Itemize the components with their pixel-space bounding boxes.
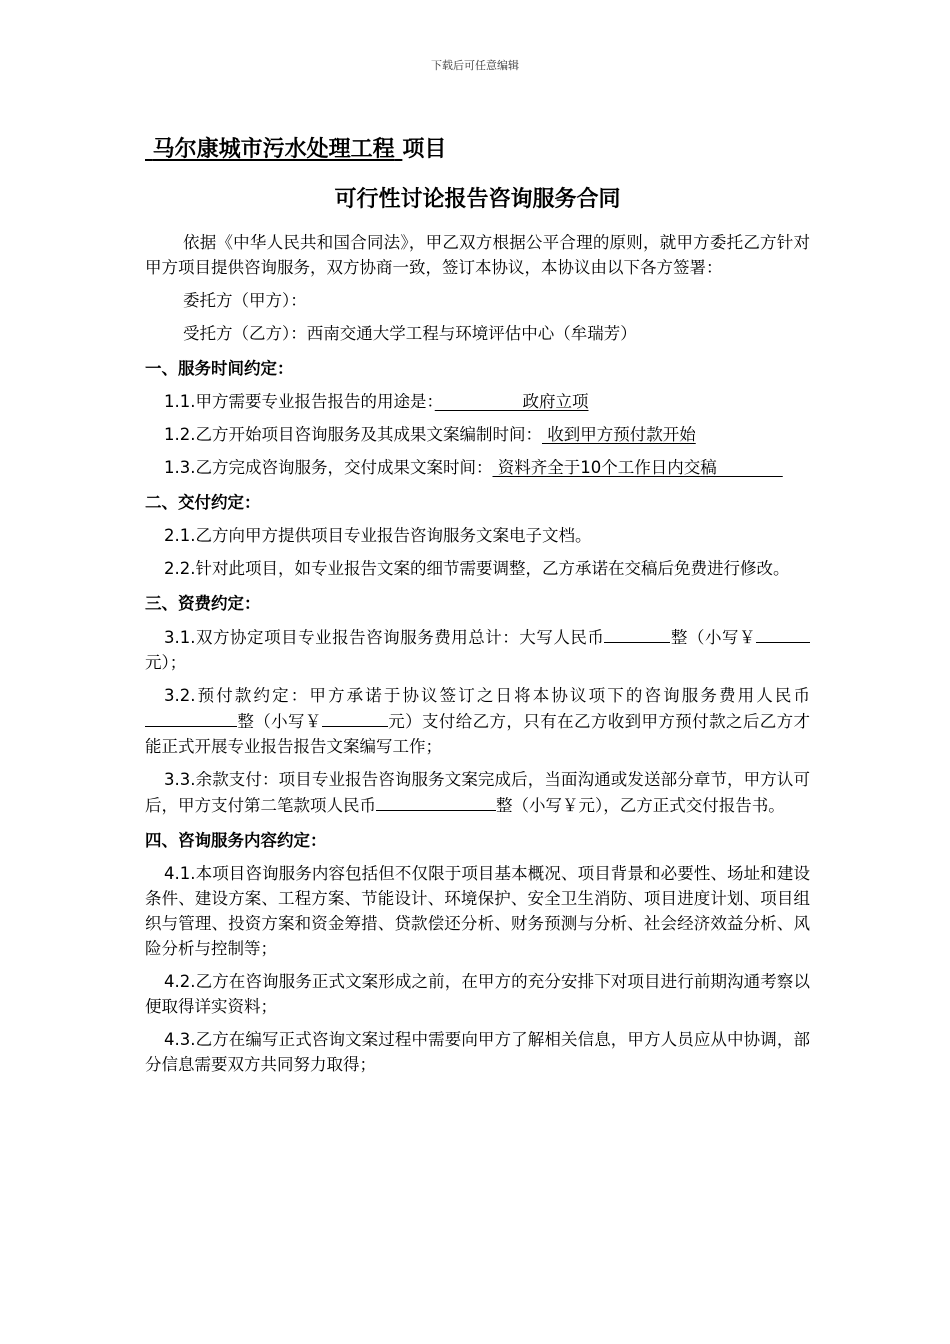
clause-4-3: 4.3.乙方在编写正式咨询文案过程中需要向甲方了解相关信息，甲方人员应从中协调，部分信息需要双方共同努力取得； <box>145 1030 810 1074</box>
clause-3-1: 3.1.双方协定项目专业报告咨询服务费用总计：大写人民币 整（小写￥元）； <box>145 624 810 675</box>
clause-2-1: 2.1.乙方向甲方提供项目专业报告咨询服务文案电子文档。 <box>164 526 592 545</box>
blank-field[interactable] <box>604 624 670 643</box>
clause-1-2: 1.2.乙方开始项目咨询服务及其成果文案编制时间： 收到甲方预付款开始 <box>164 425 696 444</box>
clause-1-3: 1.3.乙方完成咨询服务，交付成果文案时间： 资料齐全于10个工作日内交稿 <box>164 458 783 477</box>
clause-4-1: 4.1.本项目咨询服务内容包括但不仅限于项目基本概况、项目背景和必要性、场址和建设条件、建设方案、工程方案、节能设计、环境保护、安全卫生消防、项目进度计划、项目组织与管理、投资方案和资金筹措、贷款偿还分析、财务预测与分析、社会经济效益分析、风险分析与控制等； <box>145 864 810 958</box>
blank-field[interactable] <box>145 708 237 727</box>
clause-1-3-value: 资料齐全于10个工作日内交稿 <box>492 458 783 477</box>
clause-2-2: 2.2.针对此项目，如专业报告文案的细节需要调整，乙方承诺在交稿后免费进行修改。 <box>164 559 790 578</box>
header-note: 下载后可任意编辑 <box>431 59 519 72</box>
party-a-line: 委托方（甲方）： <box>183 291 307 310</box>
clause-1-2-value: 收到甲方预付款开始 <box>542 425 696 444</box>
project-title <box>145 132 810 168</box>
blank-field[interactable] <box>322 708 388 727</box>
project-name: 马尔康城市污水处理工程 <box>152 137 395 162</box>
contract-title: 可行性讨论报告咨询服务合同 <box>334 187 621 212</box>
clause-1-1-value: 政府立项 <box>434 392 589 411</box>
blank-field[interactable] <box>756 624 810 643</box>
clause-3-3: 3.3.余款支付：项目专业报告咨询服务文案完成后，当面沟通或发送部分章节，甲方认可后，甲方支付第二笔款项人民币 整（小写￥元），乙方正式交付报告书。 <box>145 770 810 815</box>
section-1-heading: 一、服务时间约定： <box>145 359 294 378</box>
section-2-heading: 二、交付约定： <box>145 493 261 512</box>
blank-field[interactable] <box>376 792 496 811</box>
clause-1-1: 1.1.甲方需要专业报告报告的用途是： 政府立项 <box>164 392 589 411</box>
section-4-heading: 四、咨询服务内容约定： <box>145 831 327 850</box>
project-suffix: 项目 <box>402 137 447 162</box>
clause-4-2: 4.2.乙方在咨询服务正式文案形成之前，在甲方的充分安排下对项目进行前期沟通考察以便取得详实资料； <box>145 972 810 1016</box>
intro-paragraph: 依据《中华人民共和国合同法》，甲乙双方根据公平合理的原则，就甲方委托乙方针对甲方项目提供咨询服务，双方协商一致，签订本协议，本协议由以下各方签署： <box>145 233 810 277</box>
clause-3-2: 3.2.预付款约定：甲方承诺于协议签订之日将本协议项下的咨询服务费用人民币整（小写￥ 元）支付给乙方，只有在乙方收到甲方预付款之后乙方才能正式开展专业报告报告文案编写工作； <box>145 686 811 756</box>
document-body <box>145 132 810 1077</box>
section-3-heading: 三、资费约定： <box>145 594 261 613</box>
party-b-line: 受托方（乙方）：西南交通大学工程与环境评估中心（牟瑞芳） <box>183 324 637 343</box>
